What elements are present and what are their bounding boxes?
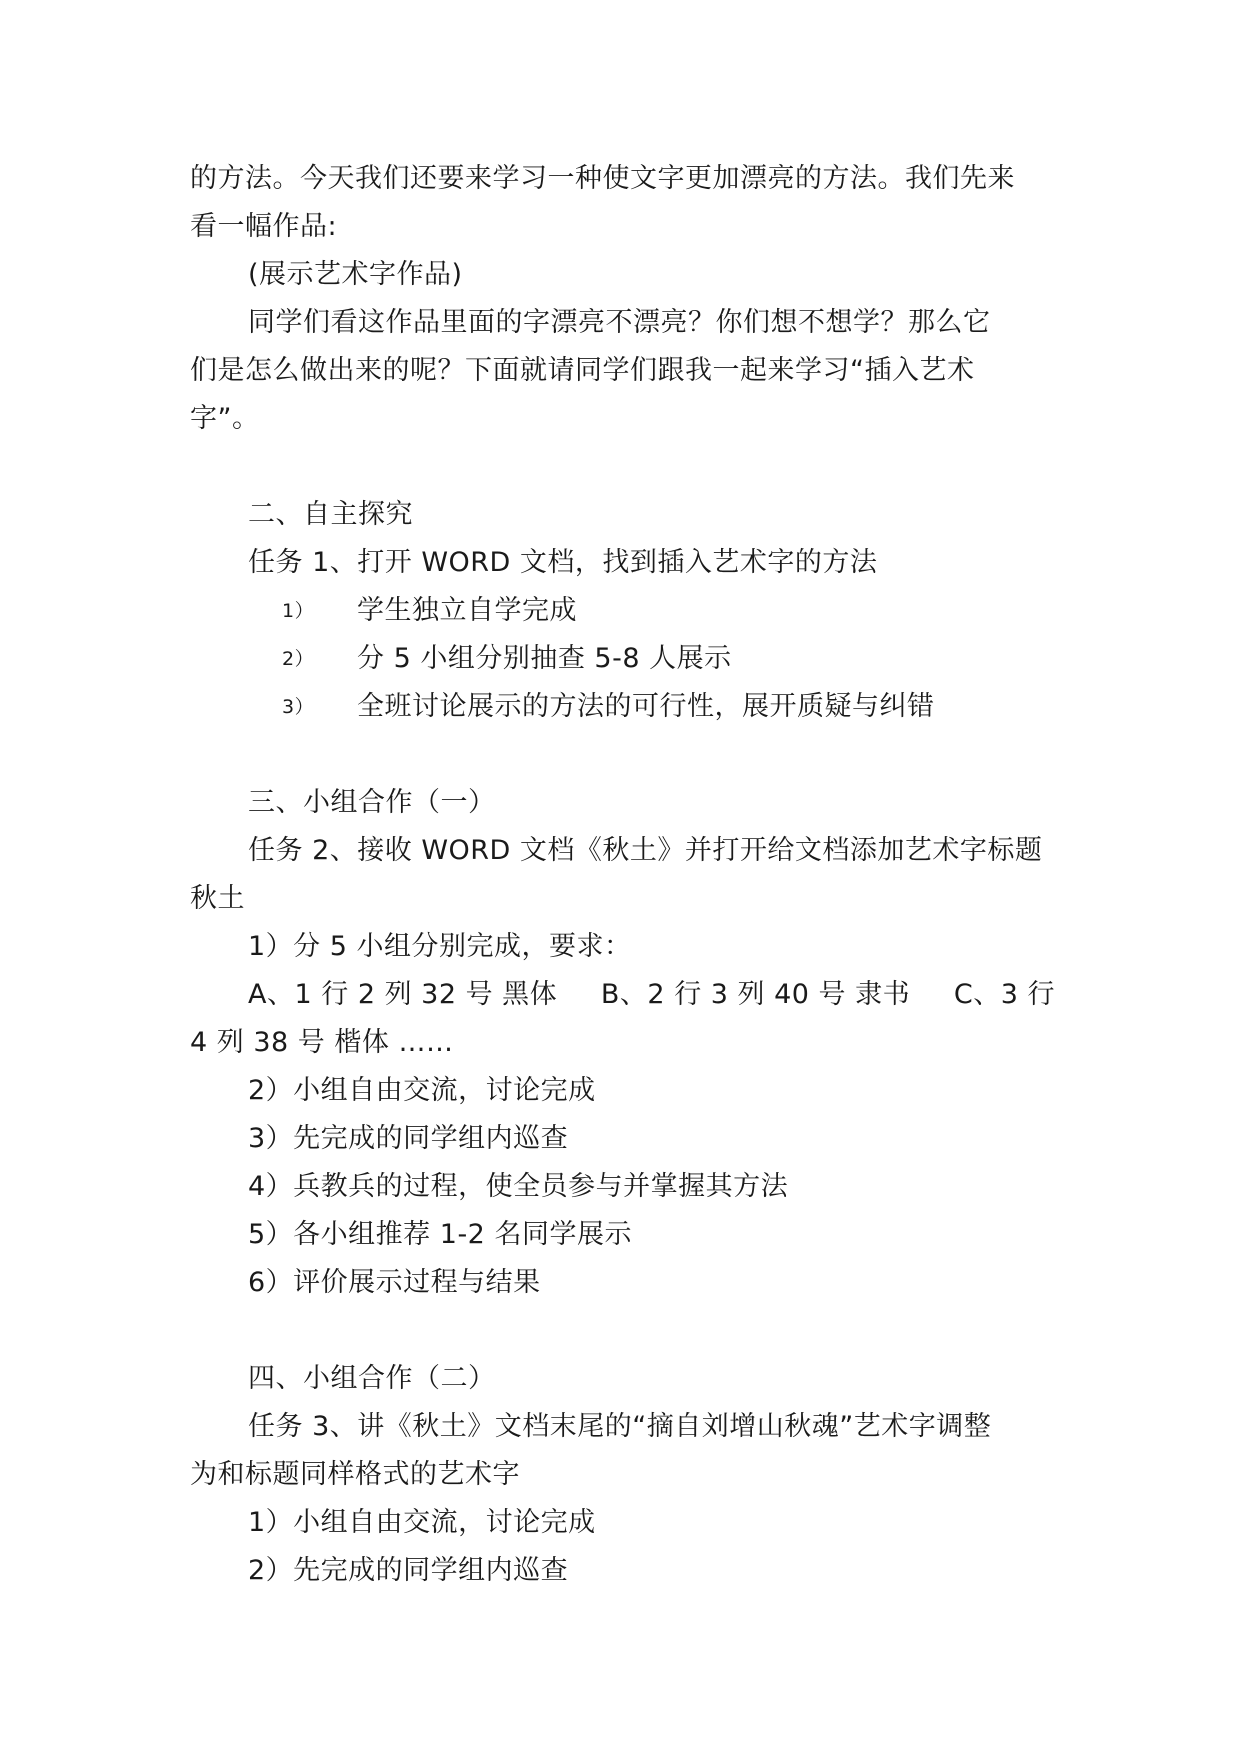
list-item (190, 587, 1055, 635)
section3-task-line-2: 秋土 (190, 883, 245, 914)
option-c: C、3 行 (953, 979, 1055, 1010)
list-item (190, 635, 1055, 683)
list-item-text: 全班讨论展示的方法的可行性，展开质疑与纠错 (357, 691, 935, 722)
section3-task-line-1: 任务 2、接收 WORD 文档《秋土》并打开给文档添加艺术字标题 (248, 835, 1043, 866)
section3-requirement: 1）分 5 小组分别完成，要求： (248, 931, 632, 962)
intro-line-1: 的方法。今天我们还要来学习一种使文字更加漂亮的方法。我们先来 (190, 163, 1015, 194)
intro-line-2: 看一幅作品: (190, 211, 338, 242)
intro-line-6: 字”。 (190, 403, 260, 434)
section4-task-line-1: 任务 3、讲《秋土》文档末尾的“摘自刘增山秋魂”艺术字调整 (248, 1411, 992, 1442)
section2-task: 任务 1、打开 WORD 文档，找到插入艺术字的方法 (248, 547, 878, 578)
list-item (190, 683, 1055, 731)
list-item-number: 2） (282, 648, 315, 670)
spacer (190, 443, 1055, 491)
list-item: 2）先完成的同学组内巡查 (248, 1555, 569, 1586)
intro-line-5: 们是怎么做出来的呢？下面就请同学们跟我一起来学习“插入艺术 (190, 355, 975, 386)
list-item: 6）评价展示过程与结果 (248, 1267, 541, 1298)
list-item-text: 分 5 小组分别抽查 5-8 人展示 (357, 643, 732, 674)
list-item-number: 3） (282, 696, 315, 718)
list-item: 3）先完成的同学组内巡查 (248, 1123, 569, 1154)
list-item: 4）兵教兵的过程，使全员参与并掌握其方法 (248, 1171, 789, 1202)
spacer (190, 731, 1055, 779)
list-item-text: 学生独立自学完成 (357, 595, 577, 626)
section4-task-line-2: 为和标题同样格式的艺术字 (190, 1459, 520, 1490)
document-page (190, 155, 1055, 1595)
option-a: A、1 行 2 列 32 号 黑体 (248, 979, 558, 1010)
list-item-number: 1） (282, 600, 315, 622)
list-item: 2）小组自由交流，讨论完成 (248, 1075, 596, 1106)
list-item: 5）各小组推荐 1-2 名同学展示 (248, 1219, 632, 1250)
option-b: B、2 行 3 列 40 号 隶书 (600, 979, 911, 1010)
section3-options (190, 971, 1055, 1019)
list-item: 1）小组自由交流，讨论完成 (248, 1507, 596, 1538)
intro-line-4: 同学们看这作品里面的字漂亮不漂亮？你们想不想学？那么它 (248, 307, 991, 338)
intro-line-3: (展示艺术字作品) (248, 259, 463, 290)
section2-heading: 二、自主探究 (248, 499, 413, 530)
option-c-continued: 4 列 38 号 楷体 …… (190, 1027, 454, 1058)
spacer (190, 1307, 1055, 1355)
section4-heading: 四、小组合作（二） (248, 1363, 496, 1394)
section3-heading: 三、小组合作（一） (248, 787, 496, 818)
